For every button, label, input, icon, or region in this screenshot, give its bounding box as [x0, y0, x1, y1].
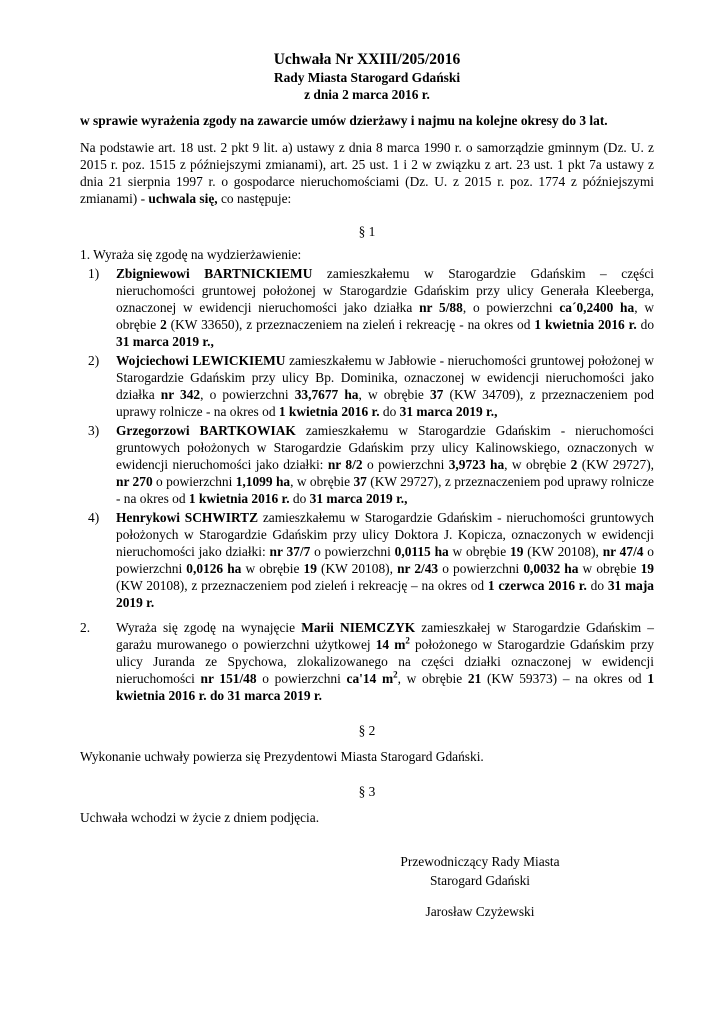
resolution-title: Uchwała Nr XXIII/205/2016: [273, 51, 461, 68]
signature-name: Jarosław Czyżewski: [425, 904, 535, 919]
signature-block: [360, 853, 600, 920]
document-page: [80, 50, 654, 826]
section-3-text: Uchwała wchodzi w życie z dniem podjęcia.: [80, 810, 320, 825]
resolution-date: z dnia 2 marca 2016 r.: [304, 87, 430, 102]
list-item: 2) Wojciechowi LEWICKIEMU zamieszkałemu w Jabłowie - nieruchomości gruntowej położonej w Starogardzie Gdańskim przy ulicy Bp. Dominika, oznaczonej w ewidencji nieruchomości jako działka nr 342, o powierzchni 33,7677 ha, w obrębie 37 (KW 34709), z przeznaczeniem pod uprawy rolnicze - na okres od 1 kwietnia 2016 r. do 31 marca 2019 r.,: [88, 353, 654, 419]
signature-role: Przewodniczący Rady Miasta: [400, 854, 560, 869]
section-3-heading: § 3: [358, 784, 376, 799]
lease-list: [80, 265, 654, 611]
list-item: 3) Grzegorzowi BARTKOWIAK zamieszkałemu w Starogardzie Gdańskim - nieruchomości gruntowych położonych w Starogardzie Gdańskim przy ulicy Kalinowskiego, oznaczonych w ewidencji nieruchomości jako działki: nr 8/2 o powierzchni 3,9723 ha, w obrębie 2 (KW 29727), nr 270 o powierzchni 1,1099 ha, w obrębie 37 (KW 29727), z przeznaczeniem pod uprawy rolnicze - na okres od 1 kwietnia 2016 r. do 31 marca 2019 r.,: [88, 423, 655, 506]
section-2-heading: § 2: [358, 723, 376, 738]
signature-city: Starogard Gdański: [429, 873, 531, 888]
rental-point: 2. Wyraża się zgodę na wynajęcie Marii NIEMCZYK zamieszkałej w Starogardzie Gdańskim – garażu murowanego o powierzchni użytkowej 14 $m^2$ położonego w Starogardzie Gdańskim przy ulicy Juranda ze Spychowa, zlokalizowanego na części działki oznaczonej w ewidencji nieruchomości nr 151/48 o powierzchni ca'14 $m^2$, w obrębie 21 (KW 59373) – na okres od 1 kwietnia 2016 r. do 31 marca 2019 r.: [80, 620, 655, 703]
list-item: 1) Zbigniewowi BARTNICKIEMU zamieszkałemu w Starogardzie Gdańskim – części nieruchomości gruntowej położonej w Starogardzie Gdańskim przy ulicy Generała Kleeberga, oznaczonej w ewidencji nieruchomości jako działka nr 5/88, o powierzchni ca´0,2400 ha, w obrębie 2 (KW 33650), z przeznaczeniem na zieleń i rekreację - na okres od 1 kwietnia 2016 r. do 31 marca 2019 r.,: [88, 266, 655, 349]
point-1-label: 1. Wyraża się zgodę na wydzierżawienie:: [80, 247, 302, 262]
legal-basis: Na podstawie art. 18 ust. 2 pkt 9 lit. a) ustawy z dnia 8 marca 1990 r. o samorządzie gminnym (Dz. U. z 2015 r. poz. 1515 z późniejszymi zmianami), art. 25 ust. 1 i 2 w związku z art. 23 ust. 1 pkt 7a ustawy z dnia 21 sierpnia 1997 r. o gospodarce nieruchomościami (Dz. U. z 2015 r. poz. 1774 z późniejszymi zmianami) - uchwala się, co następuje:: [80, 140, 654, 206]
section-1-heading: § 1: [358, 224, 376, 239]
section-2-text: Wykonanie uchwały powierza się Prezydentowi Miasta Starogard Gdański.: [80, 749, 484, 764]
resolution-subject: w sprawie wyrażenia zgody na zawarcie umów dzierżawy i najmu na kolejne okresy do 3 lat.: [80, 113, 608, 128]
council-name: Rady Miasta Starogard Gdański: [273, 70, 461, 85]
list-item: 4) Henrykowi SCHWIRTZ zamieszkałemu w Starogardzie Gdańskim - nieruchomości gruntowych położonych w Starogardzie Gdańskim przy ulicy Doktora J. Kopicza, oznaczonych w ewidencji nieruchomości jako działki: nr 37/7 o powierzchni 0,0115 ha w obrębie 19 (KW 20108), nr 47/4 o powierzchni 0,0126 ha w obrębie 19 (KW 20108), nr 2/43 o powierzchni 0,0032 ha w obrębie 19 (KW 20108), z przeznaczeniem pod zieleń i rekreację – na okres od 1 czerwca 2016 r. do 31 maja 2019 r.: [88, 510, 655, 610]
